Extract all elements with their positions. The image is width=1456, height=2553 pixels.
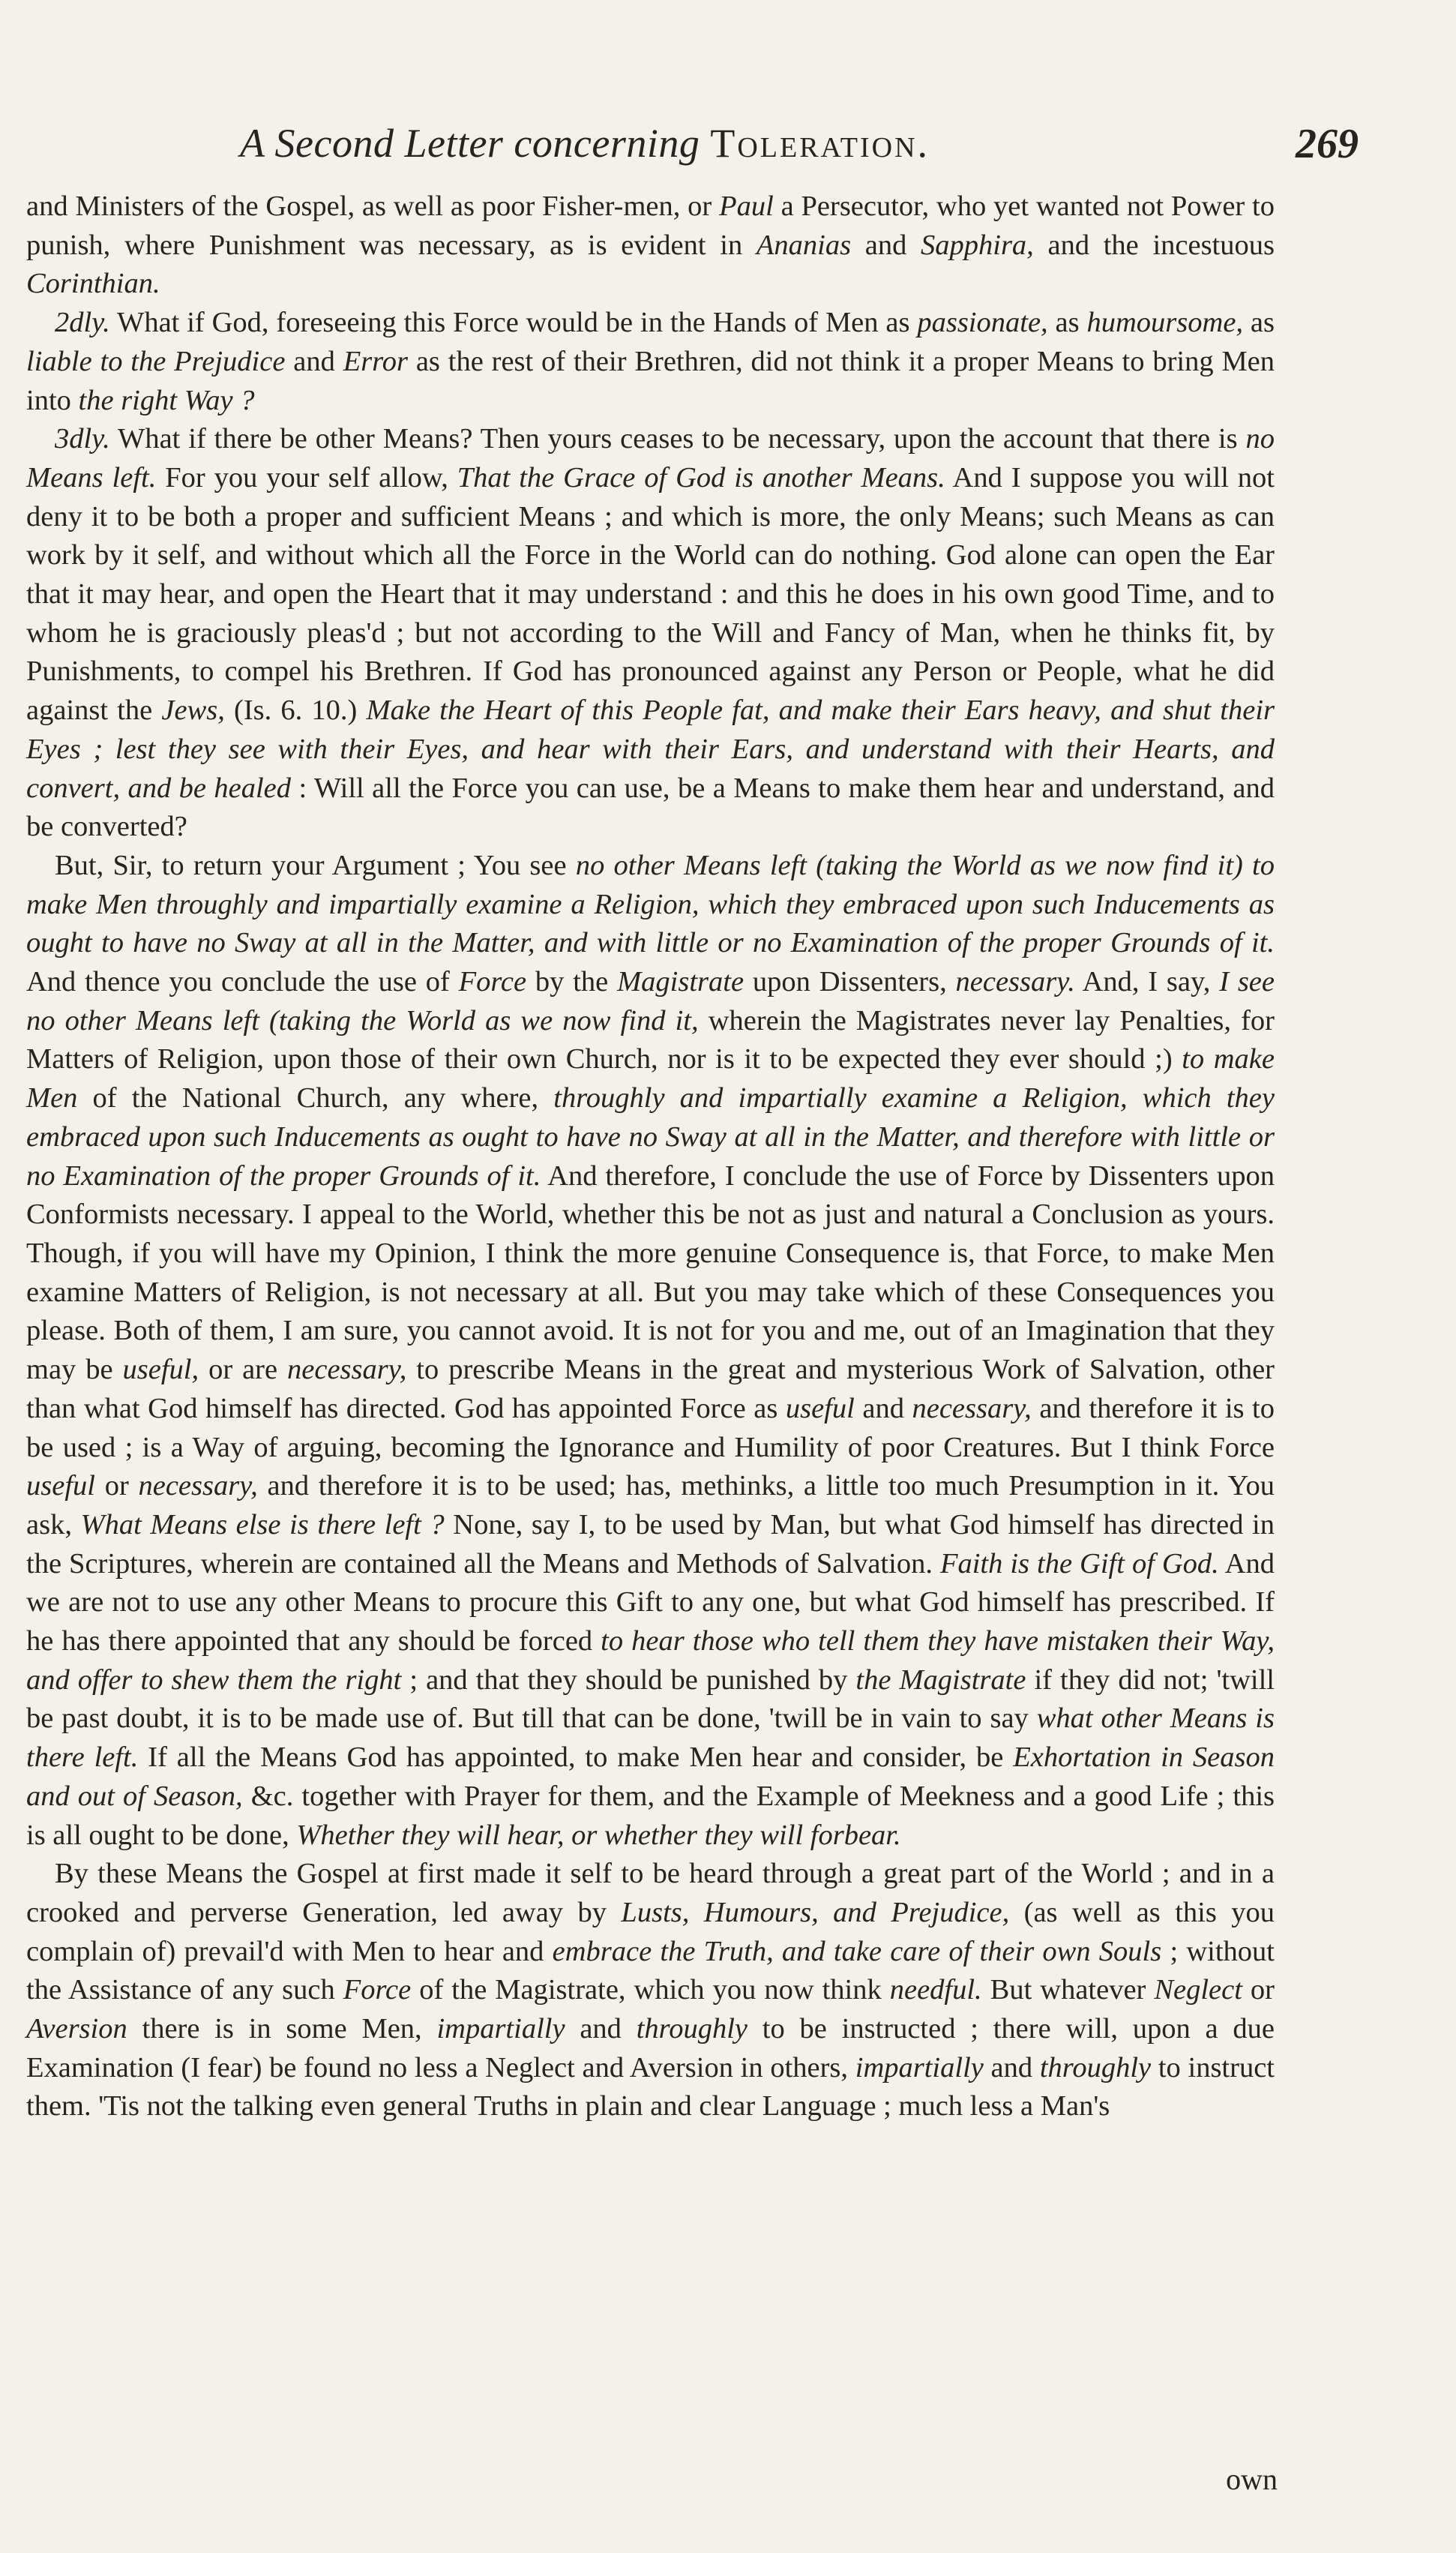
italic-run: I see no other Means left (taking the World as we now find it, [26,966,1275,1036]
text-run: (Is. 6. 10.) [224,694,367,727]
text-run: and [854,1392,912,1424]
italic-run: the right Way ? [78,384,255,416]
text-run: What if God, foreseeing this Force would be in the Hands of Men as [109,307,918,339]
text-run: as the rest of their Brethren, did not think it a proper Means to bring Men into [26,345,1275,416]
text-run: and [565,2013,637,2045]
italic-run: necessary. [955,966,1075,998]
text-run: And thence you conclude the use of [26,966,459,998]
text-run: to be instructed ; there will, upon a due Examination (I fear) be found no less a Neglect and Aversion in others, [26,2013,1275,2084]
italic-run: no Means left. [26,423,1275,494]
paragraph [26,847,1275,1855]
text-run: and Ministers of the Gospel, as well as poor Fisher-men, or [26,190,720,222]
text-run: &c. together with Prayer for them, and the Example of Meekness and a good Life ; this is all ought to be done, [26,1780,1275,1851]
italic-run: Error [343,345,408,377]
text-run: But whatever [981,1974,1155,2006]
italic-run: to hear those who tell them they have mistaken their Way, and offer to shew them the right [26,1625,1275,1696]
running-title [240,120,930,166]
text-run: What if there be other Means? Then yours ceases to be necessary, upon the account that there is [109,423,1246,455]
text-run: And, I say, [1074,966,1220,998]
italic-run: humoursome, [1086,307,1244,339]
italic-run: Magistrate [617,966,744,998]
italic-run: Make the Heart of this People fat, and make their Ears heavy, and shut their Eyes ; lest they see with their Eyes, and hear with their Ears, and understand with their Hearts, and convert, and be healed [26,694,1275,804]
italic-run: Lusts, Humours, and Prejudice, [621,1896,1010,1928]
italic-run: Sapphira, [921,229,1034,261]
text-run: of the National Church, any where, [77,1082,554,1114]
italic-run: what other Means is there left. [26,1702,1275,1774]
italic-run: the Magistrate [855,1664,1026,1696]
text-run: : Will all the Force you can use, be a Means to make them hear and understand, and be converted? [26,772,1275,843]
paragraph [26,188,1275,304]
text-run: And I suppose you will not deny it to be both a proper and sufficient Means ; and which is more, the only Means; such Means as can work by it self, and without which all the Force in the World can do nothing. God alone can open the Ear that it may hear, and open the Heart that it may understand : and this he does in his own good Time, and to whom he is graciously pleas'd ; but not according to the Will and Fancy of Man, when he thinks fit, by Punishments, to compel his Brethren. If God has pronounced against any Person or People, what he did against the [26,461,1275,727]
text-run: By these Means the Gospel at first made it self to be heard through a great part of the World ; and in a crooked and perverse Generation, led away by [26,1858,1275,1928]
text-run: as [1047,307,1087,339]
italic-run: Jews, [161,694,225,727]
italic-run: liable to the Prejudice [26,345,286,377]
text-run: But, Sir, to return your Argument ; You see [55,849,576,881]
text-run: there is in some Men, [127,2013,437,2045]
text-run: or [1242,1974,1275,2006]
italic-run: Corinthian. [26,268,160,300]
italic-run: necessary, [912,1392,1032,1424]
italic-run: 3dly. [55,423,110,455]
text-run: None, say I, to be used by Man, but what God himself has directed in the Scriptures, wherein are contained all the Means and Methods of Salvation. [26,1508,1275,1580]
text-run: to instruct them. 'Tis not the talking even general Truths in plain and clear Language ; much less a Man's [26,2051,1275,2122]
italic-run: impartially [436,2013,565,2045]
text-run: a Persecutor, who yet wanted not Power to punish, where Punishment was necessary, as is evident in [26,190,1275,261]
text-run: and [983,2051,1040,2084]
catchword: own [1226,2462,1278,2496]
running-title-italic: A Second Letter concerning [240,121,700,166]
italic-run: throughly [636,2013,748,2045]
text-run: And we are not to use any other Means to procure this Gift to any one, but what God himself has prescribed. If he has there appointed that any should be forced [26,1547,1275,1658]
text-run: If all the Means God has appointed, to make Men hear and consider, be [138,1742,1014,1774]
italic-run: Neglect [1154,1974,1242,2006]
text-run: And therefore, I conclude the use of Force by Dissenters upon Conformists necessary. I appeal to the World, whether this be not as just and natural a Conclusion as yours. Though, if you will have my Opinion, I think the more genuine Consequence is, that Force, to make Men examine Matters of Religion, is not necessary at all. But you may take which of these Consequences you please. Both of them, I am sure, you cannot avoid. It is not for you and me, out of an Imagination that they may be [26,1160,1275,1386]
italic-run: to make Men [26,1043,1275,1114]
paragraph [26,420,1275,847]
text-run: of the Magistrate, which you now think [411,1974,890,2006]
italic-run: throughly and impartially examine a Religion, which they embraced upon such Inducements as ought to have no Sway at all in the Matter, and therefore with little or no Examination of the proper Grounds of it. [26,1082,1275,1192]
text-run: as [1243,307,1275,339]
italic-run: Ananias [756,229,852,261]
italic-run: Aversion [26,2013,127,2045]
italic-run: That the Grace of God is another Means. [457,461,945,494]
italic-run: embrace the Truth, and take care of their own Souls [552,1935,1162,1967]
italic-run: useful [785,1392,855,1424]
italic-run: useful, [122,1354,199,1386]
italic-run: needful. [889,1974,982,2006]
text-run: or are [199,1354,288,1386]
body-text [26,188,1275,2126]
italic-run: no other Means left (taking the World as we now find it) to make Men throughly and impartially examine a Religion, which they embraced upon such Inducements as ought to have no Sway at all in the Matter, and with little or no Examination of the proper Grounds of it. [26,849,1275,959]
running-head [240,120,1359,180]
italic-run: throughly [1039,2051,1152,2084]
italic-run: useful [26,1470,95,1502]
italic-run: Whether they will hear, or whether they will forbear. [296,1819,901,1851]
text-run: For you your self allow, [156,461,457,494]
text-run: if they did not; 'twill be past doubt, it is to be made use of. But till that can be done, 'twill be in vain to say [26,1664,1275,1735]
text-run: and therefore it is to be used; has, methinks, a little too much Presumption in it. You ask, [26,1470,1275,1540]
text-run: upon Dissenters, [744,966,956,998]
italic-run: Paul [719,190,774,222]
italic-run: passionate, [917,307,1048,339]
paragraph [26,304,1275,420]
running-title-caps: Toleration. [710,121,930,166]
text-run: ; and that they should be punished by [401,1664,856,1696]
italic-run: impartially [855,2051,984,2084]
paragraph [26,1855,1275,2126]
italic-run: necessary, [138,1470,258,1502]
text-run: wherein the Magistrates never lay Penalties, for Matters of Religion, upon those of their own Church, nor is it to be expected they ever should ;) [26,1004,1275,1076]
text-run: and [851,229,921,261]
text-run: and [285,345,343,377]
text-run: (as well as this you complain of) prevail'd with Men to hear and [26,1896,1275,1967]
text-run: by the [526,966,618,998]
italic-run: Force [343,1974,412,2006]
italic-run: 2dly. [55,307,110,339]
page-number: 269 [1296,121,1359,167]
italic-run: Exhortation in Season and out of Season, [26,1742,1275,1812]
italic-run: necessary, [287,1354,407,1386]
italic-run: What Means else is there left ? [80,1508,445,1540]
text-run: to prescribe Means in the great and mysterious Work of Salvation, other than what God himself has directed. God has appointed Force as [26,1354,1275,1424]
italic-run: Force [458,966,527,998]
text-run: or [94,1470,139,1502]
text-run: ; without the Assistance of any such [26,1935,1275,2006]
text-run: and therefore it is to be used ; is a Way of arguing, becoming the Ignorance and Humility of poor Creatures. But I think Force [26,1392,1275,1463]
italic-run: Faith is the Gift of God. [939,1547,1219,1580]
text-run: and the incestuous [1033,229,1275,261]
